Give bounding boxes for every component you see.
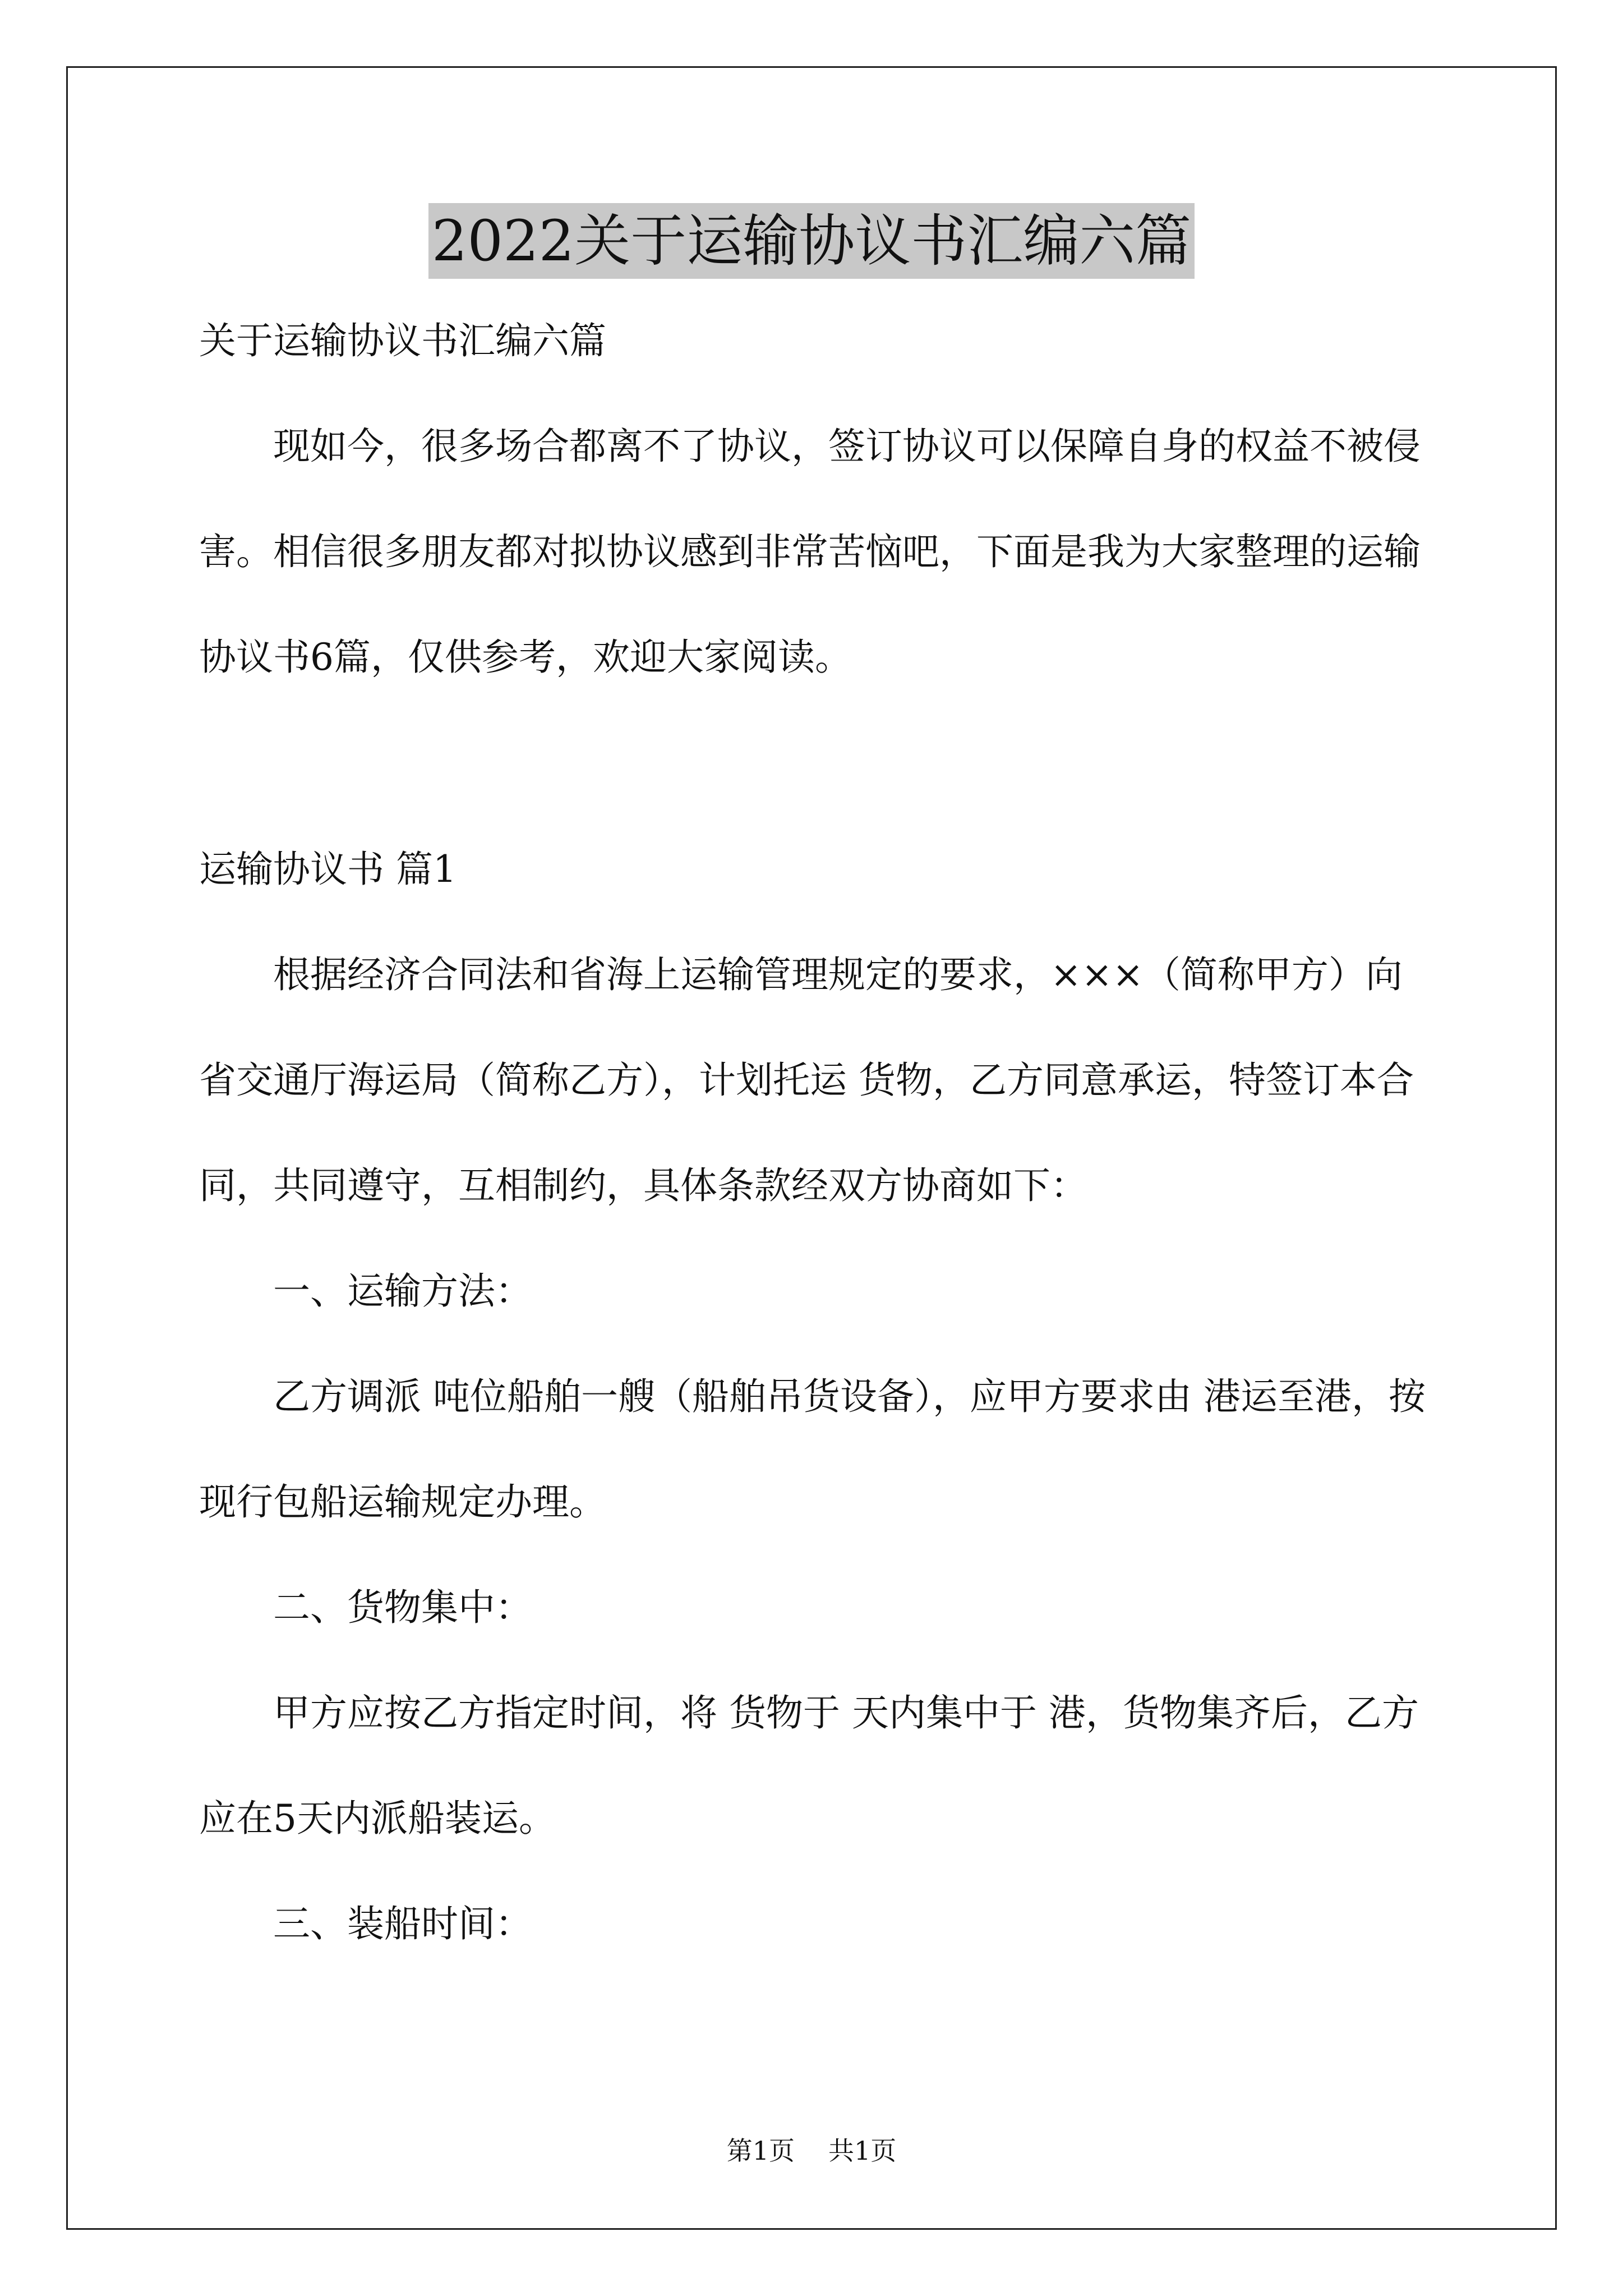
document-subtitle: 关于运输协议书汇编六篇	[199, 319, 606, 362]
body-paragraph: 乙方调派 吨位船舶一艘（船舶吊货设备），应甲方要求由 港运至港，按现行包船运输规定办理。	[199, 1375, 1426, 1524]
intro-paragraph: 现如今，很多场合都离不了协议，签订协议可以保障自身的权益不被侵害。相信很多朋友都对拟协议感到非常苦恼吧，下面是我为大家整理的运输协议书6篇，仅供参考，欢迎大家阅读。	[199, 425, 1421, 679]
page-footer	[0, 2134, 1623, 2168]
body-paragraph: 甲方应按乙方指定时间，将 货物于 天内集中于 港，货物集齐后，乙方应在5天内派船装运。	[199, 1691, 1419, 1840]
document-body	[199, 314, 1433, 2003]
document-title: 2022关于运输协议书汇编六篇	[428, 203, 1195, 279]
section-gap	[199, 736, 1433, 843]
page-number: 第1页	[726, 2136, 795, 2166]
page-total: 共1页	[828, 2136, 897, 2166]
clause-heading: 二、货物集中：	[273, 1586, 532, 1629]
body-paragraph: 根据经济合同法和省海上运输管理规定的要求，×××（简称甲方）向省交通厅海运局（简称乙方），计划托运 货物，乙方同意承运，特签订本合同，共同遵守，互相制约，具体条款经双方协商如下：	[199, 953, 1414, 1207]
section-heading: 运输协议书 篇1	[199, 848, 457, 891]
clause-heading: 一、运输方法：	[273, 1269, 532, 1313]
clause-heading: 三、装船时间：	[273, 1902, 532, 1945]
title-container	[0, 203, 1623, 279]
